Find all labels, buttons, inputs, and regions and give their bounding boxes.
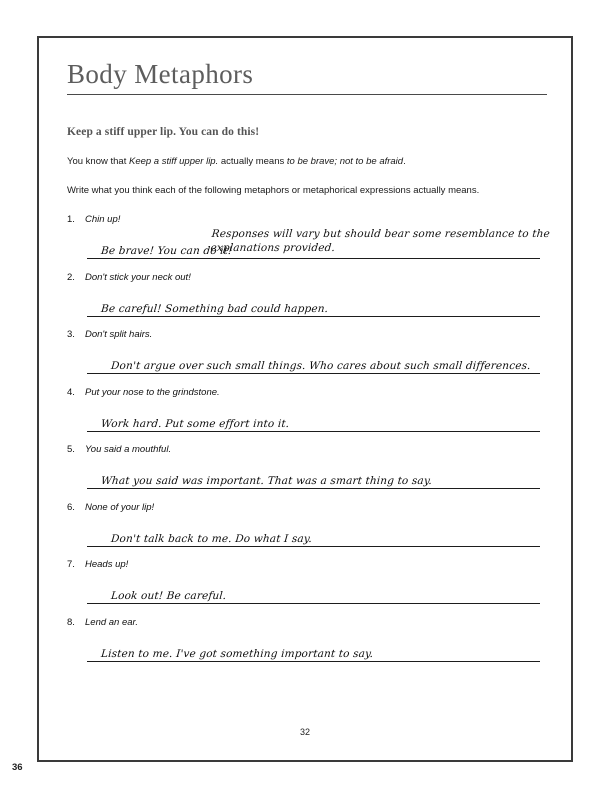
- metaphor-prompt-row: [67, 272, 567, 286]
- directions-text: Write what you think each of the following metaphors or metaphorical expressions actually means.: [67, 185, 480, 197]
- footer-page-number: 32: [299, 727, 310, 737]
- margin-page-number: 36: [12, 762, 23, 773]
- metaphor-prompt-row: [67, 502, 567, 516]
- title-divider: [67, 94, 547, 95]
- page-title: Body Metaphors: [67, 59, 254, 89]
- metaphor-item: [67, 559, 567, 617]
- metaphor-item: [67, 617, 567, 675]
- item-prompt: Lend an ear.: [85, 616, 138, 628]
- metaphor-prompt-row: [67, 214, 567, 228]
- item-number: 1.: [67, 214, 75, 225]
- intro-sentence-part2: actually means: [218, 156, 287, 167]
- metaphor-prompt-row: [67, 329, 567, 343]
- answer-handwritten-text: Listen to me. I've got something important to say.: [100, 647, 374, 660]
- item-prompt: Don't stick your neck out!: [85, 271, 191, 283]
- metaphor-item: [67, 214, 567, 272]
- intro-sentence-part3: .: [403, 156, 406, 167]
- intro-sentence-italic1: Keep a stiff upper lip.: [128, 156, 219, 167]
- item-prompt: You said a mouthful.: [85, 444, 172, 455]
- metaphor-prompt-row: [67, 559, 567, 573]
- answer-line[interactable]: [87, 407, 540, 432]
- worksheet-page: [37, 36, 573, 762]
- intro-block: [67, 126, 557, 197]
- metaphor-prompt-row: [67, 387, 567, 401]
- item-number: 5.: [67, 444, 75, 455]
- answer-handwritten-text: Work hard. Put some effort into it.: [100, 417, 290, 430]
- answer-handwritten-text: Look out! Be careful.: [110, 590, 227, 602]
- item-number: 8.: [67, 616, 75, 628]
- metaphor-item: [67, 272, 567, 330]
- item-prompt: Don't split hairs.: [85, 329, 153, 340]
- answer-handwritten-text: Be brave! You can do it!: [100, 245, 233, 257]
- intro-sentence-italic2: to be brave; not to be afraid: [286, 156, 404, 167]
- item-prompt: None of your lip!: [85, 501, 155, 513]
- intro-sentence: [67, 156, 557, 167]
- answer-line[interactable]: [87, 464, 540, 489]
- item-prompt: Heads up!: [85, 559, 129, 570]
- item-number: 6.: [67, 501, 75, 513]
- metaphor-prompt-row: [67, 444, 567, 458]
- metaphor-prompt-row: [67, 617, 567, 631]
- item-number: 2.: [67, 271, 75, 283]
- item-number: 7.: [67, 559, 75, 570]
- answer-line[interactable]: [87, 349, 540, 374]
- item-number: 4.: [67, 386, 75, 398]
- answer-line[interactable]: [87, 292, 540, 317]
- metaphor-item: [67, 329, 567, 387]
- answer-line[interactable]: [87, 522, 540, 547]
- answer-line[interactable]: [87, 579, 540, 604]
- metaphor-item: [67, 387, 567, 445]
- item-prompt: Put your nose to the grindstone.: [85, 386, 220, 398]
- teacher-note-line-1: Responses will vary but should bear some resemblance to the: [211, 228, 551, 240]
- title-block: [67, 60, 547, 95]
- answer-line[interactable]: [87, 234, 540, 259]
- item-number: 3.: [67, 329, 75, 340]
- answer-handwritten-text: What you said was important. That was a smart thing to say.: [100, 475, 433, 487]
- answer-handwritten-text: Don't argue over such small things. Who cares about such small differences.: [110, 360, 532, 372]
- item-prompt: Chin up!: [85, 214, 121, 225]
- teacher-note-line-2: explanations provided.: [209, 241, 336, 254]
- metaphor-item: [67, 502, 567, 560]
- intro-sentence-part1: You know that: [67, 156, 129, 167]
- answer-handwritten-text: Be careful! Something bad could happen.: [100, 302, 329, 315]
- intro-heading: Keep a stiff upper lip. You can do this!: [67, 126, 260, 138]
- metaphor-item: [67, 444, 567, 502]
- answer-line[interactable]: [87, 637, 540, 662]
- metaphor-items-list: [67, 214, 567, 674]
- answer-handwritten-text: Don't talk back to me. Do what I say.: [110, 532, 313, 545]
